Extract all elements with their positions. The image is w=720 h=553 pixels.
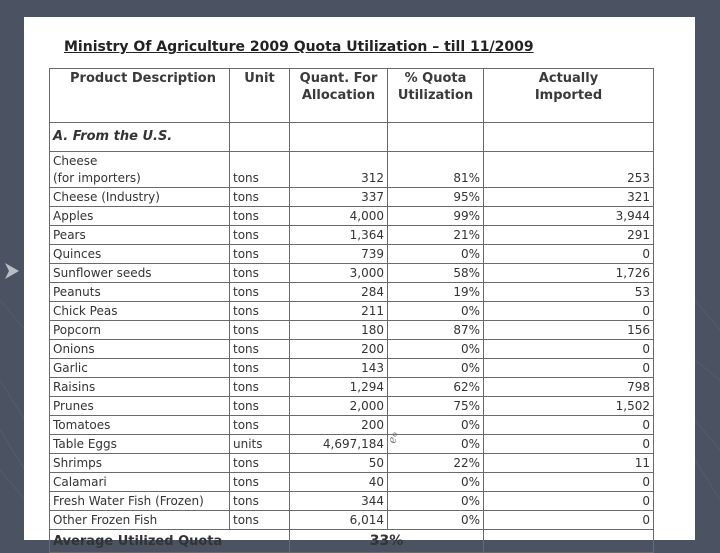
table-row	[50, 492, 654, 511]
quantity-cell: 1,294	[290, 378, 388, 397]
handwritten-mark: ℯℴ	[385, 430, 401, 445]
utilization-cell: 87%	[388, 321, 484, 340]
utilization-cell: 58%	[388, 264, 484, 283]
unit-cell: tons	[230, 188, 290, 207]
utilization-cell: 0%	[388, 511, 484, 530]
unit-cell: tons	[230, 473, 290, 492]
header-row	[50, 69, 654, 123]
section-label: A. From the U.S.	[50, 123, 230, 152]
product-cell: Prunes	[50, 397, 230, 416]
product-cell: Cheese (Industry)	[50, 188, 230, 207]
utilization-cell: 62%	[388, 378, 484, 397]
unit-cell: tons	[230, 207, 290, 226]
arrow-icon	[5, 263, 19, 279]
unit-cell: units	[230, 435, 290, 454]
imported-cell: 0	[484, 416, 654, 435]
section-cell	[484, 123, 654, 152]
imported-cell: 291	[484, 226, 654, 245]
utilization-cell: 0%	[388, 435, 484, 454]
quantity-cell: 211	[290, 302, 388, 321]
section-cell	[388, 123, 484, 152]
header-unit: Unit	[230, 69, 290, 123]
product-cell: Peanuts	[50, 283, 230, 302]
header-quantity: Quant. For Allocation	[290, 69, 388, 123]
unit-cell: tons	[230, 245, 290, 264]
imported-cell: 253	[484, 152, 654, 188]
section-cell	[230, 123, 290, 152]
unit-cell: tons	[230, 283, 290, 302]
quantity-cell: 739	[290, 245, 388, 264]
product-cell: Chick Peas	[50, 302, 230, 321]
document-page	[24, 17, 695, 549]
utilization-cell: 75%	[388, 397, 484, 416]
imported-cell: 0	[484, 492, 654, 511]
product-cell: Garlic	[50, 359, 230, 378]
table-row	[50, 302, 654, 321]
product-cell: Other Frozen Fish	[50, 511, 230, 530]
footer-row	[50, 530, 654, 553]
product-cell: Popcorn	[50, 321, 230, 340]
imported-cell: 11	[484, 454, 654, 473]
utilization-cell: 22%	[388, 454, 484, 473]
imported-cell: 321	[484, 188, 654, 207]
imported-cell: 0	[484, 473, 654, 492]
unit-cell: tons	[230, 302, 290, 321]
table-row	[50, 245, 654, 264]
header-imported: Actually Imported	[484, 69, 654, 123]
quantity-cell: 200	[290, 340, 388, 359]
imported-cell: 3,944	[484, 207, 654, 226]
unit-cell: tons	[230, 511, 290, 530]
table-row	[50, 359, 654, 378]
product-cell: Shrimps	[50, 454, 230, 473]
imported-cell: 0	[484, 359, 654, 378]
table-row	[50, 188, 654, 207]
header-description: Product Description	[50, 69, 230, 123]
unit-cell: tons	[230, 264, 290, 283]
table-row	[50, 207, 654, 226]
table-row	[50, 473, 654, 492]
unit-cell: tons	[230, 492, 290, 511]
document-title: Ministry Of Agriculture 2009 Quota Utilization – till 11/2009	[64, 39, 534, 55]
imported-cell: 798	[484, 378, 654, 397]
product-cell: Onions	[50, 340, 230, 359]
imported-cell: 53	[484, 283, 654, 302]
utilization-cell: 0%	[388, 492, 484, 511]
quantity-cell: 143	[290, 359, 388, 378]
quantity-cell: 337	[290, 188, 388, 207]
utilization-cell: 0%	[388, 245, 484, 264]
product-cell: Calamari	[50, 473, 230, 492]
quantity-cell: 40	[290, 473, 388, 492]
product-cell: Raisins	[50, 378, 230, 397]
imported-cell: 0	[484, 340, 654, 359]
imported-cell: 0	[484, 511, 654, 530]
unit-cell: tons	[230, 152, 290, 188]
table-row	[50, 226, 654, 245]
table-row	[50, 283, 654, 302]
quantity-cell: 344	[290, 492, 388, 511]
quantity-cell: 3,000	[290, 264, 388, 283]
product-cell: Table Eggs	[50, 435, 230, 454]
imported-cell: 0	[484, 302, 654, 321]
footer-value: 33%	[290, 530, 484, 553]
utilization-cell: 0%	[388, 473, 484, 492]
table-row	[50, 321, 654, 340]
section-cell	[290, 123, 388, 152]
quantity-cell: 284	[290, 283, 388, 302]
quantity-cell: 180	[290, 321, 388, 340]
unit-cell: tons	[230, 226, 290, 245]
quantity-cell: 50	[290, 454, 388, 473]
imported-cell: 156	[484, 321, 654, 340]
utilization-cell: 0%	[388, 359, 484, 378]
table-row	[50, 454, 654, 473]
product-cell: Pears	[50, 226, 230, 245]
quantity-cell: 4,697,184	[290, 435, 388, 454]
imported-cell: 0	[484, 435, 654, 454]
imported-cell: 1,726	[484, 264, 654, 283]
section-row	[50, 123, 654, 152]
table-row	[50, 152, 654, 188]
unit-cell: tons	[230, 397, 290, 416]
footer-label: Average Utilized Quota	[50, 530, 290, 553]
unit-cell: tons	[230, 340, 290, 359]
utilization-cell: 95%	[388, 188, 484, 207]
unit-cell: tons	[230, 321, 290, 340]
table-row	[50, 416, 654, 435]
unit-cell: tons	[230, 416, 290, 435]
utilization-cell: 0%	[388, 416, 484, 435]
table-row	[50, 397, 654, 416]
table-row	[50, 435, 654, 454]
quantity-cell: 1,364	[290, 226, 388, 245]
product-cell: Fresh Water Fish (Frozen)	[50, 492, 230, 511]
table-row	[50, 264, 654, 283]
table-row	[50, 511, 654, 530]
product-cell: Apples	[50, 207, 230, 226]
product-cell: Quinces	[50, 245, 230, 264]
imported-cell: 0	[484, 245, 654, 264]
imported-cell: 1,502	[484, 397, 654, 416]
unit-cell: tons	[230, 359, 290, 378]
product-cell: Cheese (for importers)	[50, 152, 230, 188]
quantity-cell: 200	[290, 416, 388, 435]
header-utilization: % Quota Utilization	[388, 69, 484, 123]
unit-cell: tons	[230, 454, 290, 473]
unit-cell: tons	[230, 378, 290, 397]
utilization-cell: 0%	[388, 340, 484, 359]
quantity-cell: 4,000	[290, 207, 388, 226]
utilization-cell: 81%	[388, 152, 484, 188]
quantity-cell: 2,000	[290, 397, 388, 416]
quantity-cell: 312	[290, 152, 388, 188]
utilization-cell: 99%	[388, 207, 484, 226]
utilization-cell: 0%	[388, 302, 484, 321]
quota-table	[49, 68, 654, 553]
table-row	[50, 378, 654, 397]
quantity-cell: 6,014	[290, 511, 388, 530]
utilization-cell: 19%	[388, 283, 484, 302]
product-cell: Tomatoes	[50, 416, 230, 435]
product-cell: Sunflower seeds	[50, 264, 230, 283]
table-row	[50, 340, 654, 359]
footer-empty-cell	[484, 530, 654, 553]
utilization-cell: 21%	[388, 226, 484, 245]
